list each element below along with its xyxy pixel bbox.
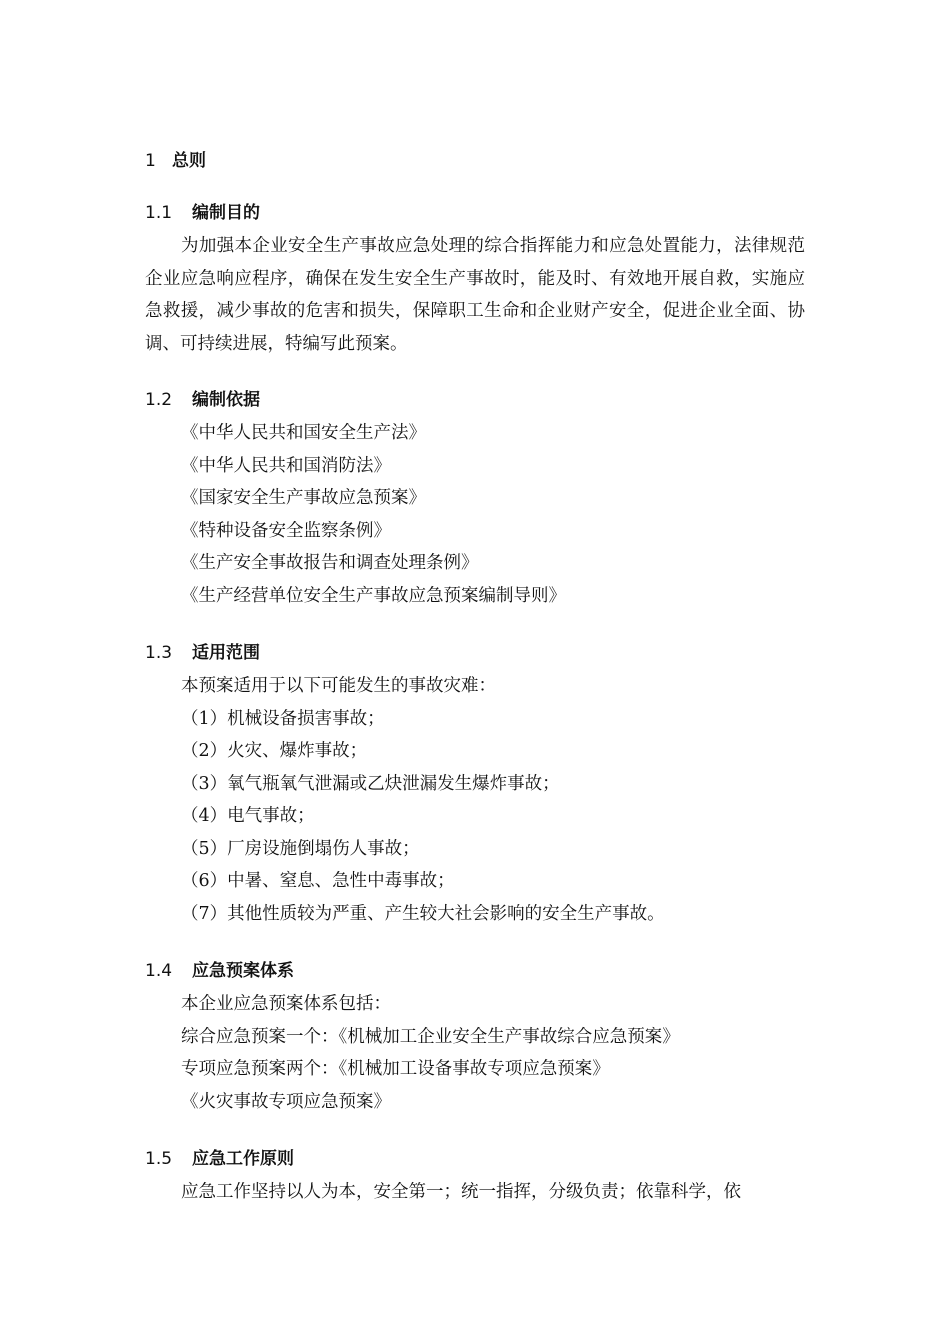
scope-item: （1）机械设备损害事故；: [181, 709, 385, 729]
principles-line: 应急工作坚持以人为本，安全第一；统一指挥，分级负责；依靠科学，依: [181, 1182, 741, 1202]
reference-item: 《中华人民共和国消防法》: [181, 456, 391, 476]
plan-system-line: 专项应急预案两个：《机械加工设备事故专项应急预案》: [181, 1059, 610, 1079]
section-number: 1.5: [145, 1149, 173, 1169]
section-number: 1.1: [145, 203, 173, 223]
reference-item: 《国家安全生产事故应急预案》: [181, 488, 426, 508]
section-title: 适用范围: [192, 643, 260, 663]
section-title: 编制依据: [192, 390, 260, 410]
section-number: 1.3: [145, 643, 173, 663]
reference-item: 《生产经营单位安全生产事故应急预案编制导则》: [181, 586, 566, 606]
section-number: 1.4: [145, 961, 173, 981]
scope-item: （4）电气事故；: [181, 806, 315, 826]
section-1-3-heading: [145, 638, 260, 663]
plan-system-line: 综合应急预案一个：《机械加工企业安全生产事故综合应急预案》: [181, 1027, 680, 1047]
section-1-5-heading: [145, 1144, 294, 1169]
plan-system-line: 本企业应急预案体系包括：: [181, 994, 391, 1014]
section-number: 1: [145, 151, 156, 171]
scope-item: （6）中暑、窒息、急性中毒事故；: [181, 871, 455, 891]
section-1-2-heading: [145, 385, 260, 410]
scope-item: （7）其他性质较为严重、产生较大社会影响的安全生产事故。: [181, 904, 665, 924]
section-1-4-heading: [145, 956, 294, 981]
section-title: 编制目的: [192, 203, 260, 223]
scope-item: （3）氧气瓶氧气泄漏或乙炔泄漏发生爆炸事故；: [181, 774, 560, 794]
section-1-1-heading: [145, 198, 260, 223]
plan-system-line: 《火灾事故专项应急预案》: [181, 1092, 391, 1112]
section-number: 1.2: [145, 390, 173, 410]
scope-item: （5）厂房设施倒塌伤人事故；: [181, 839, 420, 859]
section-1-1-paragraph: 为加强本企业安全生产事故应急处理的综合指挥能力和应急处置能力，法律规范企业应急响应程序，确保在发生安全生产事故时，能及时、有效地开展自救，实施应急救援，减少事故的危害和损失，保障职工生命和企业财产安全，促进企业全面、协调、可持续进展，特编写此预案。: [145, 236, 805, 354]
scope-item: （2）火灾、爆炸事故；: [181, 741, 368, 761]
reference-item: 《中华人民共和国安全生产法》: [181, 423, 426, 443]
section-title: 应急预案体系: [192, 961, 294, 981]
reference-item: 《特种设备安全监察条例》: [181, 521, 391, 541]
scope-intro: 本预案适用于以下可能发生的事故灾难：: [181, 676, 496, 696]
reference-item: 《生产安全事故报告和调查处理条例》: [181, 553, 479, 573]
section-title: 总则: [172, 151, 206, 171]
section-1-heading: [145, 146, 206, 171]
section-title: 应急工作原则: [192, 1149, 294, 1169]
